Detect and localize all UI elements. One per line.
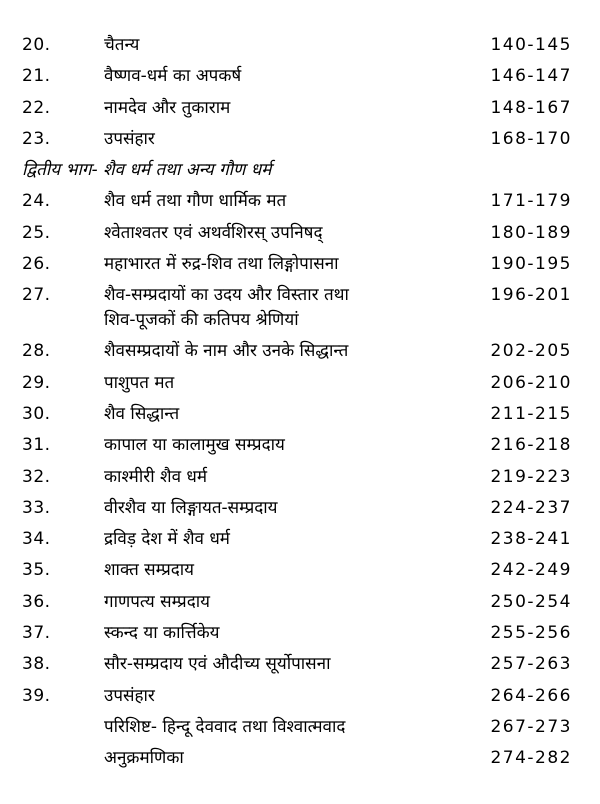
entry-title <box>104 618 474 649</box>
entry-number: 20. <box>22 35 51 55</box>
entry-title <box>104 186 474 217</box>
entry-title-continuation: शिव-पूजकों की कतिपय श्रेणियां <box>104 309 299 330</box>
toc-entry <box>0 30 600 61</box>
entry-title-text: शाक्त सम्प्रदाय <box>104 560 195 581</box>
entry-title-text: शैव सिद्धान्त <box>104 403 180 424</box>
entry-number: 24. <box>22 191 51 212</box>
entry-title <box>104 368 474 399</box>
entry-title-text: गाणपत्य सम्प्रदाय <box>104 591 210 612</box>
toc-entry <box>0 280 600 336</box>
entry-page-range: 264-266 <box>490 685 572 706</box>
entry-title-text: सौर-सम्प्रदाय एवं औदीच्य सूर्योपासना <box>104 654 331 675</box>
entry-number: 35. <box>22 560 51 581</box>
entry-title <box>104 712 474 743</box>
entry-page-range: 202-205 <box>490 341 572 362</box>
entry-title <box>104 124 474 155</box>
toc-entry <box>0 712 600 743</box>
entry-title-text: द्रविड़ देश में शैव धर्म <box>104 529 230 550</box>
entry-title-text: वीरशैव या लिङ्गायत-सम्प्रदाय <box>104 497 278 518</box>
entry-number: 28. <box>22 341 51 362</box>
entry-number: 26. <box>22 254 51 275</box>
entry-title-text: शैवसम्प्रदायों के नाम और उनके सिद्धान्त <box>104 341 349 362</box>
entry-number: 27. <box>22 285 51 306</box>
entry-page-range: 196-201 <box>490 285 572 306</box>
entry-title-text: वैष्णव-धर्म का अपकर्ष <box>104 66 242 87</box>
entry-title <box>104 93 474 124</box>
toc-entry <box>0 587 600 618</box>
toc-entry <box>0 524 600 555</box>
entry-page-range: 274-282 <box>490 748 572 769</box>
entry-page-range: 168-170 <box>490 128 572 149</box>
entry-title-text: श्वेताश्वतर एवं अथर्वशिरस् उपनिषद् <box>104 222 323 243</box>
toc-entry <box>0 681 600 712</box>
entry-number: 32. <box>22 466 51 487</box>
entry-number: 36. <box>22 591 51 612</box>
entry-title-text: काश्मीरी शैव धर्म <box>104 466 208 487</box>
entry-title <box>104 218 474 249</box>
toc-entry <box>0 93 600 124</box>
entry-number: 37. <box>22 623 51 644</box>
entry-number: 31. <box>22 435 51 456</box>
entry-title <box>104 399 474 430</box>
entry-page-range: 238-241 <box>490 529 572 550</box>
entry-title-text: उपसंहार <box>104 685 155 706</box>
entry-title <box>104 249 474 280</box>
entry-title-text: परिशिष्ट- हिन्दू देववाद तथा विश्वात्मवाद <box>104 716 346 737</box>
entry-title-text: नामदेव और तुकाराम <box>104 97 231 118</box>
entry-page-range: 257-263 <box>490 654 572 675</box>
toc-entry <box>0 61 600 92</box>
entry-title <box>104 61 474 92</box>
toc-entry <box>0 649 600 680</box>
entry-page-range: 190-195 <box>490 254 572 275</box>
toc-entry <box>0 743 600 774</box>
entry-number: 22. <box>22 97 51 118</box>
entry-title <box>104 430 474 461</box>
toc-entry <box>0 186 600 217</box>
entry-page-range: 224-237 <box>490 497 572 518</box>
toc-entry <box>0 368 600 399</box>
entry-title <box>104 336 474 367</box>
entry-number: 29. <box>22 372 51 393</box>
toc-list-part-one <box>0 30 600 155</box>
entry-title-text: शैव-सम्प्रदायों का उदय और विस्तार तथा <box>104 285 349 306</box>
entry-title-text: महाभारत में रुद्र-शिव तथा लिङ्गोपासना <box>104 254 339 275</box>
section-heading: द्वितीय भाग- शैव धर्म तथा अन्य गौण धर्म <box>22 160 272 181</box>
entry-title <box>104 462 474 493</box>
entry-title-text: स्कन्द या कार्त्तिकेय <box>104 623 220 644</box>
entry-number: 34. <box>22 529 51 550</box>
entry-number: 33. <box>22 497 51 518</box>
entry-number: 39. <box>22 685 51 706</box>
entry-page-range: 180-189 <box>490 222 572 243</box>
entry-page-range: 219-223 <box>490 466 572 487</box>
entry-title-text: उपसंहार <box>104 128 155 149</box>
toc-entry <box>0 493 600 524</box>
entry-title <box>104 681 474 712</box>
table-of-contents <box>0 30 600 775</box>
entry-page-range: 267-273 <box>490 716 572 737</box>
entry-number: 38. <box>22 654 51 675</box>
toc-entry <box>0 430 600 461</box>
toc-entry <box>0 249 600 280</box>
entry-title <box>104 280 474 331</box>
entry-page-range: 146-147 <box>490 66 572 87</box>
toc-list-part-two <box>0 186 600 774</box>
entry-page-range: 211-215 <box>490 403 572 424</box>
toc-entry <box>0 555 600 586</box>
entry-page-range: 148-167 <box>490 97 572 118</box>
entry-number: 21. <box>22 66 51 87</box>
entry-title-text: शैव धर्म तथा गौण धार्मिक मत <box>104 191 287 212</box>
entry-title <box>104 493 474 524</box>
toc-entry <box>0 124 600 155</box>
entry-title <box>104 30 474 61</box>
entry-title-text: कापाल या कालामुख सम्प्रदाय <box>104 435 285 456</box>
entry-title <box>104 524 474 555</box>
toc-entry <box>0 618 600 649</box>
entry-number: 25. <box>22 222 51 243</box>
entry-title <box>104 743 474 774</box>
entry-title-text: अनुक्रमणिका <box>104 748 184 769</box>
entry-title <box>104 555 474 586</box>
entry-title-text: पाशुपत मत <box>104 372 175 393</box>
entry-page-range: 216-218 <box>490 435 572 456</box>
entry-page-range: 206-210 <box>490 372 572 393</box>
entry-number: 23. <box>22 128 51 149</box>
toc-entry <box>0 336 600 367</box>
entry-title <box>104 587 474 618</box>
entry-title-text: चैतन्य <box>104 35 140 55</box>
entry-title <box>104 649 474 680</box>
entry-number: 30. <box>22 403 51 424</box>
entry-page-range: 171-179 <box>490 191 572 212</box>
toc-entry <box>0 218 600 249</box>
toc-entry <box>0 399 600 430</box>
entry-page-range: 250-254 <box>490 591 572 612</box>
entry-page-range: 255-256 <box>490 623 572 644</box>
toc-entry <box>0 462 600 493</box>
entry-page-range: 242-249 <box>490 560 572 581</box>
entry-page-range: 140-145 <box>490 35 572 55</box>
